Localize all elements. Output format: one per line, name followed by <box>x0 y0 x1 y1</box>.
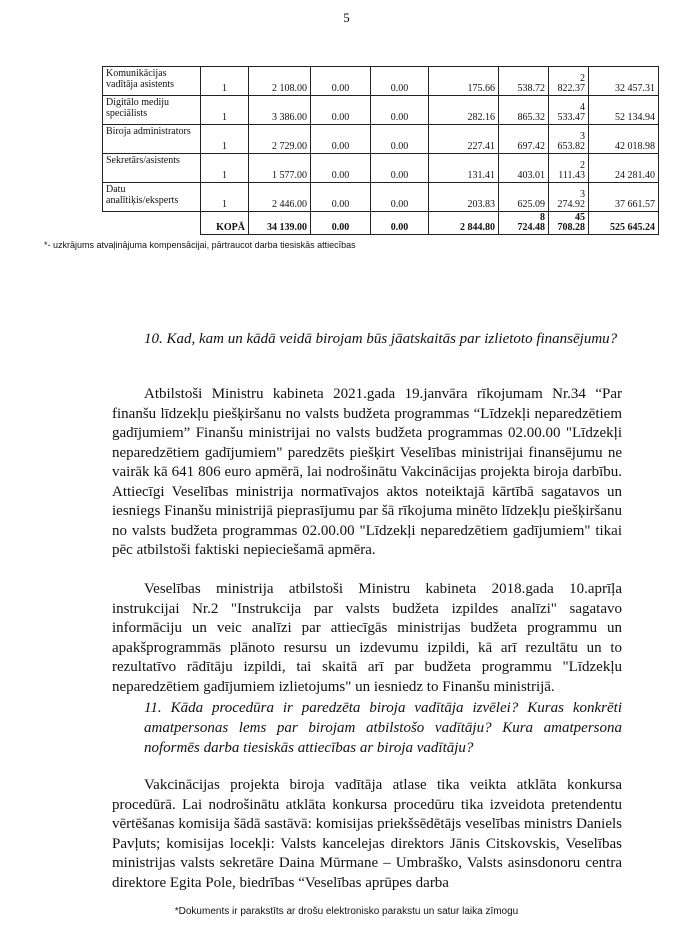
cost-2: 0.00 <box>311 154 371 183</box>
table-row <box>103 67 659 96</box>
totals-row <box>103 212 659 235</box>
total-c6: 45 708.28 <box>549 212 589 235</box>
staff-count: 1 <box>201 154 249 183</box>
cost-4: 203.83 <box>429 183 499 212</box>
signature-footer: *Dokuments ir parakstīts ar drošu elektronisko parakstu un satur laika zīmogu <box>174 906 519 917</box>
grand-total: 525 645.24 <box>589 212 659 235</box>
salary: 3 386.00 <box>249 96 311 125</box>
cost-6: 3 274.92 <box>549 183 589 212</box>
cost-4: 227.41 <box>429 125 499 154</box>
cost-2: 0.00 <box>311 125 371 154</box>
table-footnote: *- uzkrājums atvaļinājuma kompensācijai, pārtraucot darba tiesiskās attiecības <box>44 240 356 250</box>
salary: 1 577.00 <box>249 154 311 183</box>
cost-6: 4 533.47 <box>549 96 589 125</box>
cost-5: 865.32 <box>499 96 549 125</box>
answer-10-paragraph-2: Veselības ministrija atbilstoši Ministru kabineta 2018.gada 10.aprīļa instrukcijai Nr.2 "Instrukcija par valsts budžeta izpildes analīzi" sagatavo informāciju un veic analīzi par attiecīgās ministrijas budžeta programmu un apakšprogrammās plānoto resursu un izdevumu izpildi, kā arī rezultātu un to rezultatīvo rādītāju izpildi, tai skaitā arī par budžeta programmu "Līdzekļu neparedzētiem gadījumiem izlietojums" un iesniedz to Finanšu ministrijā. <box>112 581 622 695</box>
cost-5: 538.72 <box>499 67 549 96</box>
table-row <box>103 96 659 125</box>
cost-4: 131.41 <box>429 154 499 183</box>
position-name: Komunikācijas vadītāja asistents <box>103 67 201 96</box>
row-total: 42 018.98 <box>589 125 659 154</box>
position-name: Datu analītiķis/eksperts <box>103 183 201 212</box>
position-name: Digitālo mediju speciālists <box>103 96 201 125</box>
cost-3: 0.00 <box>371 154 429 183</box>
cost-6: 3 653.82 <box>549 125 589 154</box>
cost-4: 282.16 <box>429 96 499 125</box>
row-total: 24 281.40 <box>589 154 659 183</box>
position-name: Biroja administrators <box>103 125 201 154</box>
table-row <box>103 183 659 212</box>
question-10: 10. Kad, kam un kādā veidā birojam būs jāatskaitās par izlietoto finansējumu? <box>144 331 618 347</box>
staff-count: 1 <box>201 125 249 154</box>
staff-cost-table <box>102 66 659 235</box>
cost-4: 175.66 <box>429 67 499 96</box>
table-row <box>103 125 659 154</box>
position-name: Sekretārs/asistents <box>103 154 201 183</box>
cost-6: 2 111.43 <box>549 154 589 183</box>
cost-6: 2 822.37 <box>549 67 589 96</box>
cost-5: 697.42 <box>499 125 549 154</box>
row-total: 37 661.57 <box>589 183 659 212</box>
totals-label: KOPĀ <box>201 212 249 235</box>
answer-10-paragraph-1: Atbilstoši Ministru kabineta 2021.gada 19.janvāra rīkojumam Nr.34 “Par finanšu līdzekļu piešķiršanu no valsts budžeta programmas “Līdzekļi neparedzētiem gadījumiem” Finanšu ministrijai no valsts budžeta programmas 02.00.00 "Līdzekļi neparedzētiem gadījumiem" paredzēts piešķirt Veselības ministrijai finansējumu ne vairāk kā 641 806 euro apmērā, lai nodrošinātu Vakcinācijas projekta biroja darbību. Attiecīgi Veselības ministrija normatīvajos aktos noteiktajā kārtībā sagatavos un iesniegs Finanšu ministrijā pieprasījumu par šā rīkojuma minēto līdzekļu piešķiršanu no valsts budžeta programmas 02.00.00 "Līdzekļi neparedzētiem gadījumiem" tikai pēc atbilstoši faktiski nepieciešamā apmēra. <box>112 386 622 558</box>
cost-2: 0.00 <box>311 67 371 96</box>
cost-2: 0.00 <box>311 96 371 125</box>
total-c3: 0.00 <box>371 212 429 235</box>
cost-3: 0.00 <box>371 96 429 125</box>
total-c5: 8 724.48 <box>499 212 549 235</box>
cost-2: 0.00 <box>311 183 371 212</box>
cost-5: 403.01 <box>499 154 549 183</box>
staff-count: 1 <box>201 67 249 96</box>
salary: 2 729.00 <box>249 125 311 154</box>
total-c2: 0.00 <box>311 212 371 235</box>
page-number: 5 <box>343 10 350 25</box>
table-row <box>103 154 659 183</box>
cost-3: 0.00 <box>371 67 429 96</box>
salary: 2 108.00 <box>249 67 311 96</box>
total-c1: 34 139.00 <box>249 212 311 235</box>
cost-3: 0.00 <box>371 125 429 154</box>
cost-5: 625.09 <box>499 183 549 212</box>
staff-count: 1 <box>201 96 249 125</box>
salary: 2 446.00 <box>249 183 311 212</box>
cost-3: 0.00 <box>371 183 429 212</box>
row-total: 52 134.94 <box>589 96 659 125</box>
total-c4: 2 844.80 <box>429 212 499 235</box>
answer-11-paragraph: Vakcinācijas projekta biroja vadītāja atlase tika veikta atklāta konkursa procedūrā. Lai nodrošinātu atklāta konkursa procedūru tika izveidota pretendentu vērtēšanas komisija šādā sastāvā: komisijas priekšsēdētājs veselības ministrs Daniels Pavļuts; komisijas locekļi: Valsts kancelejas direktors Jānis Citskovskis, Veselības ministrijas valsts sekretāre Daina Mūrmane – Umbraško, Valsts asinsdonoru centra direktore Egita Pole, biedrības “Veselības aprūpes darba <box>112 777 622 891</box>
staff-count: 1 <box>201 183 249 212</box>
row-total: 32 457.31 <box>589 67 659 96</box>
question-11: 11. Kāda procedūra ir paredzēta biroja vadītāja izvēlei? Kuras konkrēti amatpersonas lems par birojam atbilstošo vadītāju? Kura amatpersona noformēs darba tiesiskās attiecības ar biroja vadītāju? <box>144 700 622 756</box>
